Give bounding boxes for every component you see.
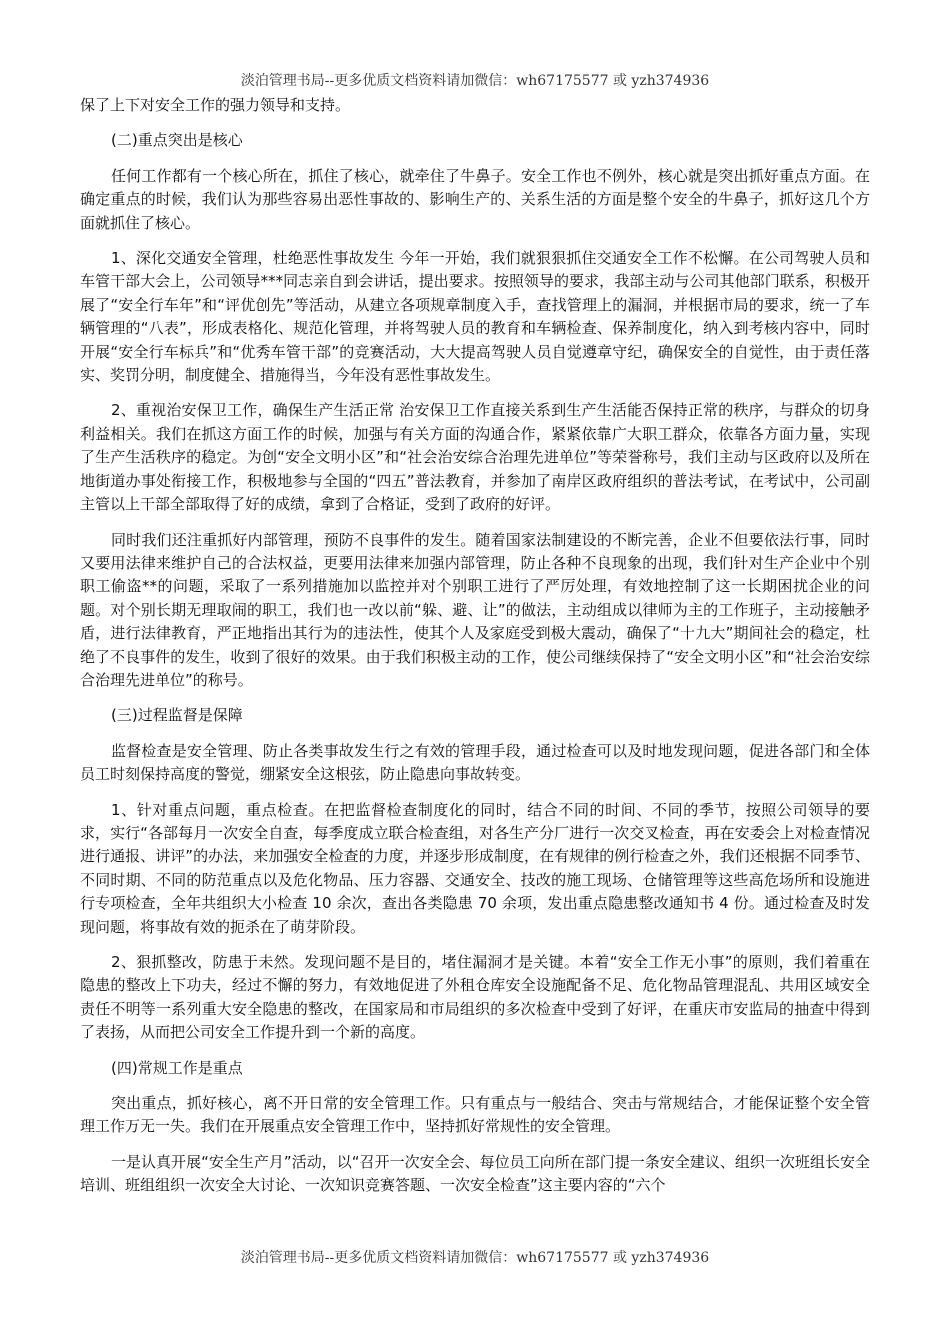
paragraph: 1、针对重点问题，重点检查。在把监督检查制度化的同时，结合不同的时间、不同的季节，按照公司领导的要求，实行“各部每月一次安全自查，每季度成立联合检查组，对各生产分厂进行一次交叉检查，再在安委会上对检查情况进行通报、讲评”的办法，来加强安全检查的力度，并逐步形成制度，在有规律的例行检查之外，我们还根据不同季节、不同时期、不同的防范重点以及危化物品、压力容器、交通安全、技改的施工现场、仓储管理等这些高危场所和设施进行专项检查，全年共组织大小检查 10 余次，查出各类隐患 70 余项，发出重点隐患整改通知书 4 份。通过检查及时发现问题，将事故有效的扼杀在了萌芽阶段。 — [80, 800, 870, 936]
section-heading-3: (三)过程监督是保障 — [111, 706, 243, 725]
paragraph: 任何工作都有一个核心所在，抓住了核心，就牵住了牛鼻子。安全工作也不例外，核心就是突出抓好重点方面。在确定重点的时候，我们认为那些容易出恶性事故的、影响生产的、关系生活的方面是整个安全的牛鼻子，抓好这几个方面就抓住了核心。 — [80, 166, 870, 232]
section-heading-4: (四)常规工作是重点 — [111, 1058, 243, 1077]
paragraph-continuation: 保了上下对安全工作的强力领导和支持。 — [80, 96, 351, 114]
paragraph: 1、深化交通安全管理，杜绝恶性事故发生 今年一开始，我们就狠狠抓住交通安全工作不松懈。在公司驾驶人员和车管干部大会上，公司领导***同志亲自到会讲话，提出要求。按照领导的要求，我部主动与公司其他部门联系，积极开展了“安全行车年”和“评优创先”等活动，从建立各项规章制度入手，查找管理上的漏洞，并根据市局的要求，统一了车辆管理的“八表”，形成表格化、规范化管理，并将驾驶人员的教育和车辆检查、保养制度化，纳入到考核内容中，同时开展“安全行车标兵”和“优秀车管干部”的竞赛活动，大大提高驾驶人员自觉遵章守纪，确保安全的自觉性，由于责任落实、奖罚分明，制度健全、措施得当，今年没有恶性事故发生。 — [80, 249, 870, 385]
paragraph: 2、狠抓整改，防患于未然。发现问题不是目的，堵住漏洞才是关键。本着“安全工作无小事”的原则，我们着重在隐患的整改上下功夫，经过不懈的努力，有效地促进了外租仓库安全设施配备不足、危化物品管理混乱、共用区域安全责任不明等一系列重大安全隐患的整改，在国家局和市局组织的多次检查中受到了好评，在重庆市安监局的抽查中得到了表扬，从而把公司安全工作提升到一个新的高度。 — [80, 953, 870, 1042]
paragraph: 同时我们还注重抓好内部管理，预防不良事件的发生。随着国家法制建设的不断完善，企业不但要依法行事，同时又要用法律来维护自己的合法权益，更要用法律来加强内部管理，防止各种不良现象的出现，我们针对生产企业中个别职工偷盗**的问题，采取了一系列措施加以监控并对个别职工进行了严厉处理，有效地控制了这一长期困扰企业的问题。对个别长期无理取闹的职工，我们也一改以前“躲、避、让”的做法，主动组成以律师为主的工作班子，主动接触矛盾，进行法律教育，严正地指出其行为的违法性，使其个人及家庭受到极大震动，确保了“十九大”期间社会的稳定，杜绝了不良事件的发生，收到了很好的效果。由于我们积极主动的工作，使公司继续保持了“安全文明小区”和“社会治安综合治理先进单位”的称号。 — [80, 530, 870, 689]
paragraph: 一是认真开展“安全生产月”活动，以“召开一次安全会、每位员工向所在部门提一条安全建议、组织一次班组长安全培训、班组组织一次安全大讨论、一次知识竞赛答题、一次安全检查”这主要内容的“六个 — [80, 1152, 870, 1195]
paragraph: 2、重视治安保卫工作，确保生产生活正常 治安保卫工作直接关系到生产生活能否保持正常的秩序，与群众的切身利益相关。我们在抓这方面工作的时候，加强与有关方面的沟通合作，紧紧依靠广大职工群众，依靠各方面力量，实现了生产生活秩序的稳定。为创“安全文明小区”和“社会治安综合治理先进单位”等荣誉称号，我们主动与区政府以及所在地街道办事处衔接工作，积极地参与全国的“四五”普法教育，并参加了南岸区政府组织的普法考试，在考试中，公司副主管以上干部全部取得了好的成绩，拿到了合格证，受到了政府的好评。 — [80, 401, 870, 514]
paragraph: 监督检查是安全管理、防止各类事故发生行之有效的管理手段，通过检查可以及时地发现问题，促进各部门和全体员工时刻保持高度的警觉，绷紧安全这根弦，防止隐患向事故转变。 — [80, 741, 870, 784]
section-heading-2: (二)重点突出是核心 — [111, 131, 243, 150]
document-body — [80, 94, 870, 1210]
page-footer: 淡泊管理书局--更多优质文档资料请加微信：wh67175577 或 yzh374936 — [240, 1250, 710, 1266]
paragraph: 突出重点，抓好核心，离不开日常的安全管理工作。只有重点与一般结合、突击与常规结合，才能保证整个安全管理工作万无一失。我们在开展重点安全管理工作中，坚持抓好常规性的安全管理。 — [80, 1094, 870, 1136]
page-header: 淡泊管理书局--更多优质文档资料请加微信：wh67175577 或 yzh374936 — [240, 73, 710, 89]
